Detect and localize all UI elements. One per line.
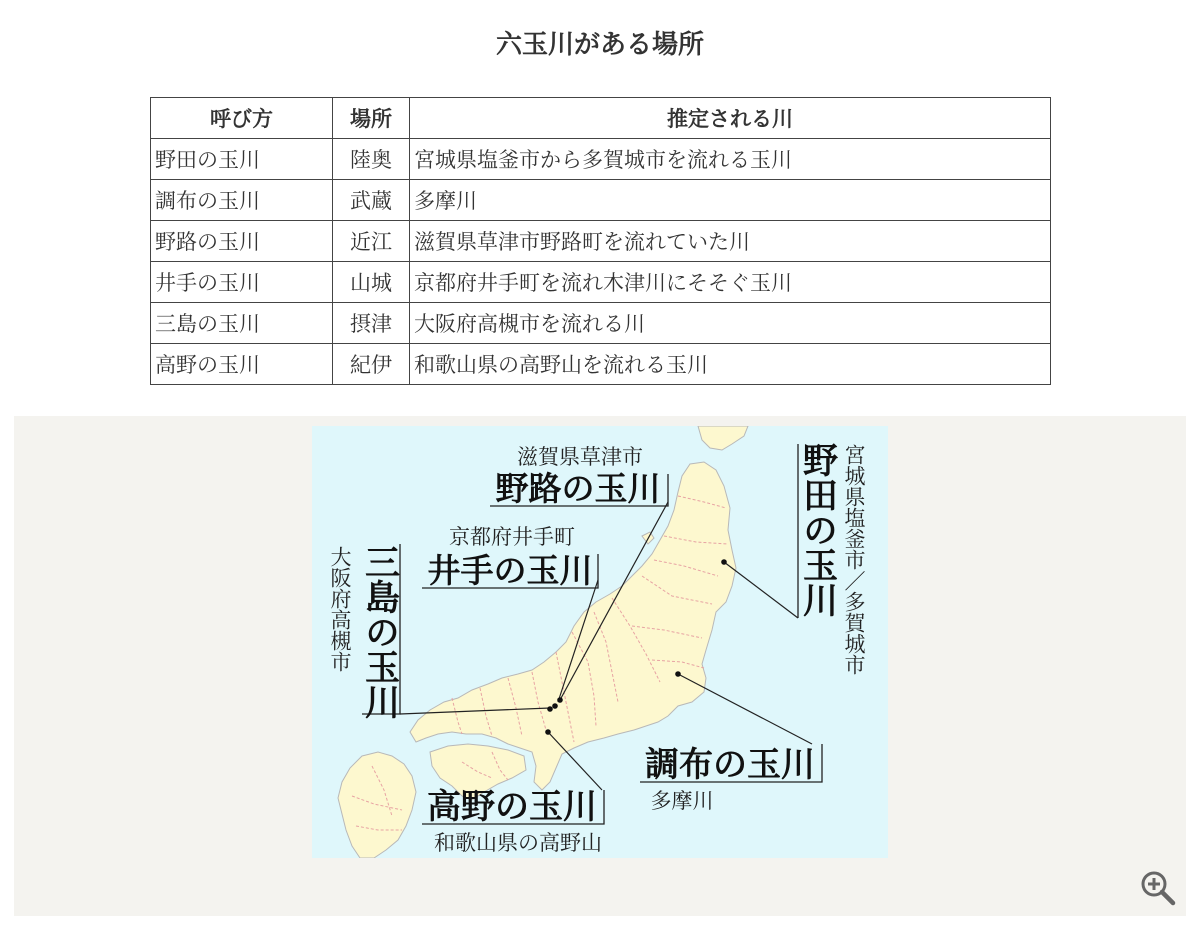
cell-name: 野田の玉川 (151, 139, 333, 180)
table-row (151, 139, 1051, 180)
dot-chofu (675, 671, 681, 677)
header-river: 推定される川 (410, 98, 1051, 139)
cell-river: 大阪府高槻市を流れる川 (410, 303, 1051, 344)
cell-name: 野路の玉川 (151, 221, 333, 262)
dot-ide (552, 703, 558, 709)
cell-name: 高野の玉川 (151, 344, 333, 385)
koya-main-label: 高野の玉川 (427, 787, 597, 827)
koya-sub-label: 和歌山県の高野山 (434, 831, 602, 855)
noji-main-label: 野路の玉川 (495, 469, 661, 508)
cell-name: 三島の玉川 (151, 303, 333, 344)
dot-noda (721, 559, 727, 565)
japan-map[interactable] (312, 426, 888, 858)
table-row (151, 262, 1051, 303)
cell-place: 山城 (333, 262, 410, 303)
noda-main-label: 野田の玉川 (797, 442, 839, 617)
cell-river: 滋賀県草津市野路町を流れていた川 (410, 221, 1051, 262)
cell-place: 武蔵 (333, 180, 410, 221)
table-row (151, 221, 1051, 262)
cell-place: 摂津 (333, 303, 410, 344)
mishima-main-label: 三島の玉川 (359, 544, 401, 719)
header-name: 呼び方 (151, 98, 333, 139)
dot-mishima (547, 706, 553, 712)
table-row (151, 303, 1051, 344)
ide-main-label: 井手の玉川 (427, 551, 593, 590)
table-row (151, 180, 1051, 221)
cell-river: 京都府井手町を流れ木津川にそそぐ玉川 (410, 262, 1051, 303)
ide-sub-label: 京都府井手町 (449, 525, 575, 549)
table-header-row (151, 98, 1051, 139)
zoom-in-icon[interactable] (1138, 868, 1178, 908)
dot-koya (545, 729, 551, 735)
chofu-main-label: 調布の玉川 (645, 745, 815, 785)
cell-place: 陸奥 (333, 139, 410, 180)
table-row (151, 344, 1051, 385)
page-title: 六玉川がある場所 (495, 30, 704, 60)
noji-sub-label: 滋賀県草津市 (517, 445, 643, 469)
cell-place: 紀伊 (333, 344, 410, 385)
cell-name: 井手の玉川 (151, 262, 333, 303)
cell-river: 多摩川 (410, 180, 1051, 221)
cell-name: 調布の玉川 (151, 180, 333, 221)
noda-sub-label: 宮城県塩釜市／多賀城市 (842, 444, 866, 675)
cell-river: 宮城県塩釜市から多賀城市を流れる玉川 (410, 139, 1051, 180)
dot-noji (557, 697, 563, 703)
cell-river: 和歌山県の高野山を流れる玉川 (410, 344, 1051, 385)
cell-place: 近江 (333, 221, 410, 262)
chofu-sub-label: 多摩川 (650, 789, 714, 813)
mishima-sub-label: 大阪府高槻市 (328, 546, 352, 672)
rivers-table (150, 97, 1051, 385)
header-place: 場所 (333, 98, 410, 139)
